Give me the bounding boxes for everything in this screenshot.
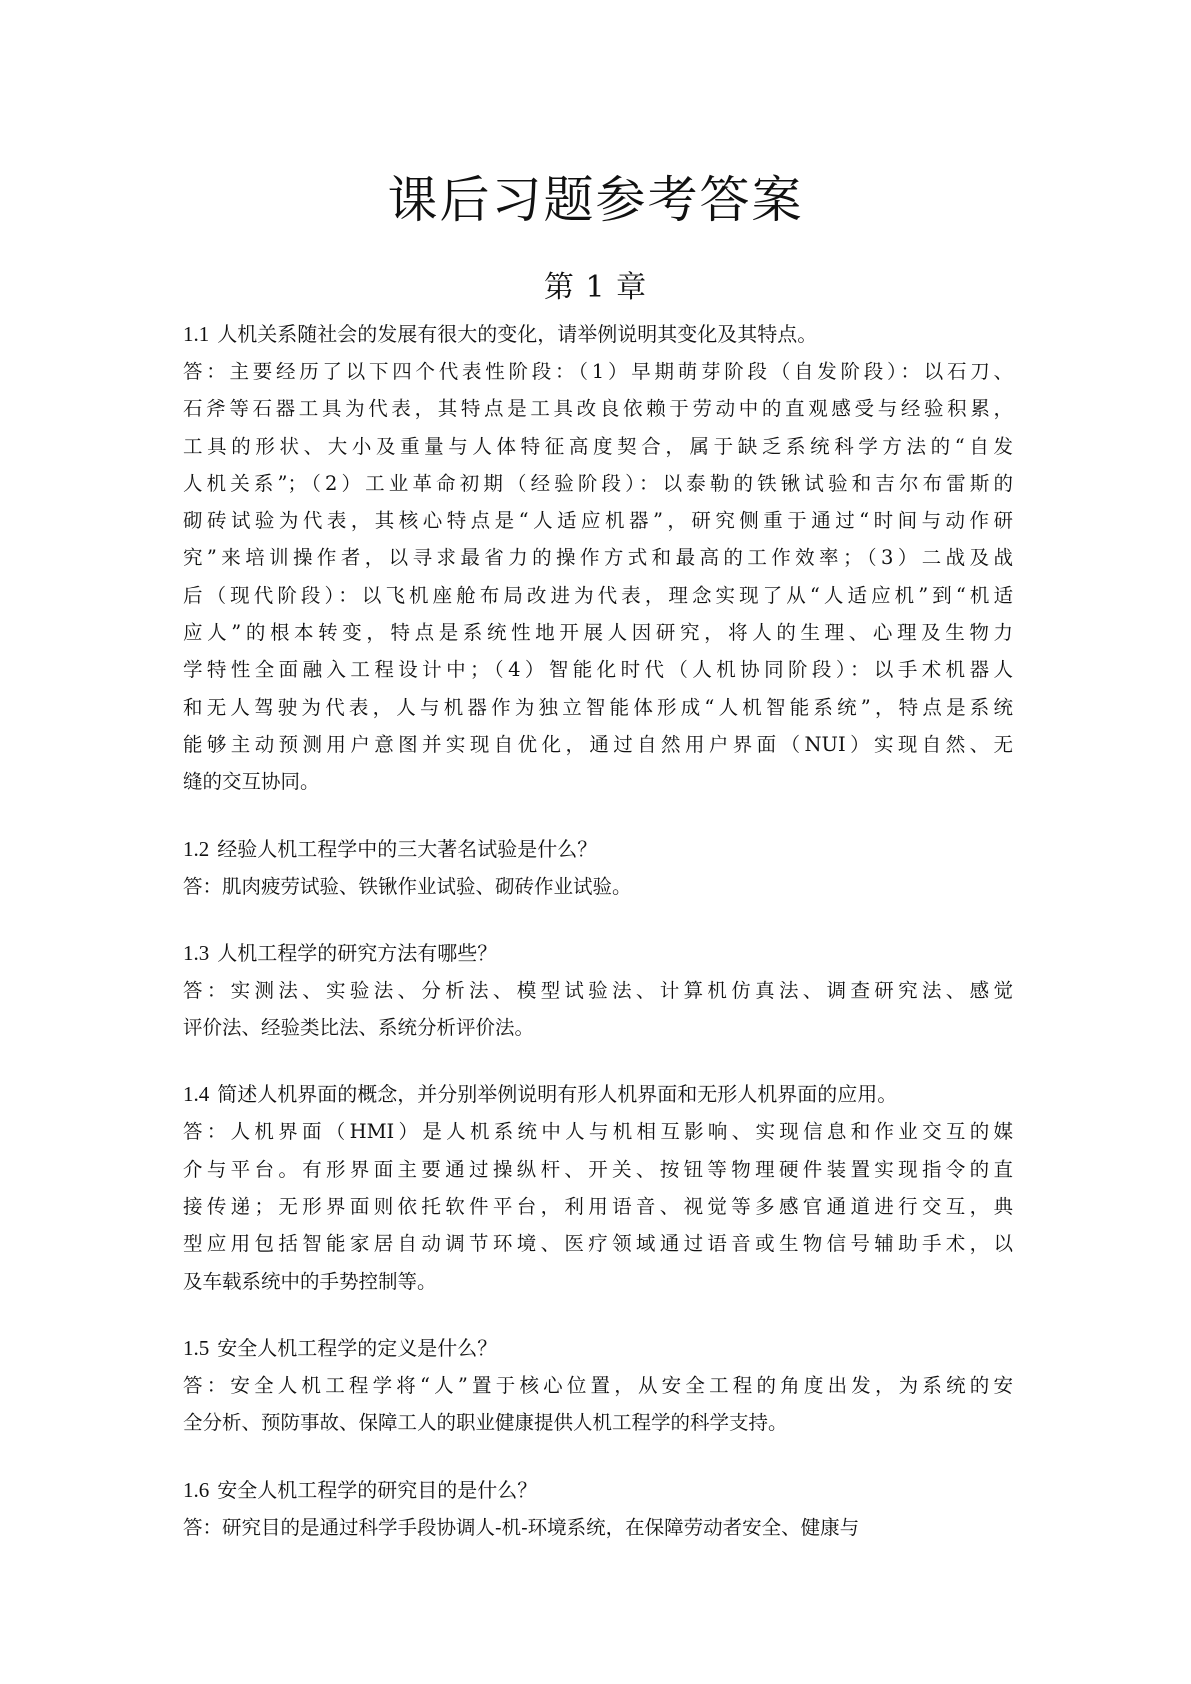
- answer-line: 全分析、预防事故、保障工人的职业健康提供人机工程学的科学支持。: [183, 1411, 788, 1435]
- question-number: 1.4: [183, 1082, 210, 1107]
- answer-line: 答：人机界面（HMI）是人机系统中人与机相互影响、实现信息和作业交互的媒: [183, 1120, 1013, 1144]
- answer-line: 应人”的根本转变，特点是系统性地开展人因研究，将人的生理、心理及生物力: [183, 621, 1013, 645]
- answer-text: [183, 868, 1013, 905]
- question-number: 1.1: [183, 322, 210, 346]
- answer-line: 缝的交互协同。: [183, 770, 320, 794]
- answer-line: 能够主动预测用户意图并实现自优化，通过自然用户界面（NUI）实现自然、无: [183, 732, 1013, 756]
- question-heading: [183, 935, 1013, 972]
- answer-line: 工具的形状、大小及重量与人体特征高度契合，属于缺乏系统科学方法的“自发: [183, 434, 1013, 458]
- question-number: 1.5: [183, 1335, 210, 1360]
- answer-line: 究”来培训操作者，以寻求最省力的操作方式和最高的工作效率；（3）二战及战: [183, 546, 1013, 570]
- answer-line: 答：研究目的是通过科学手段协调人-机-环境系统，在保障劳动者安全、健康与: [183, 1515, 860, 1539]
- document-title: 课后习题参考答案: [387, 171, 804, 229]
- question-block: [183, 316, 1013, 801]
- question-text: 安全人机工程学的定义是什么？: [217, 1335, 498, 1360]
- question-text: 安全人机工程学的研究目的是什么？: [217, 1477, 538, 1502]
- question-number: 1.3: [183, 940, 210, 965]
- answer-line: 和无人驾驶为代表，人与机器作为独立智能体形成“人机智能系统”，特点是系统: [183, 695, 1013, 719]
- chapter-heading: 第 1 章: [543, 270, 648, 305]
- question-text: 经验人机工程学中的三大著名试验是什么？: [217, 836, 598, 861]
- question-number: 1.2: [183, 836, 210, 861]
- answer-line: 学特性全面融入工程设计中；（4）智能化时代（人机协同阶段）：以手术机器人: [183, 658, 1013, 682]
- answer-line: 答：肌肉疲劳试验、铁锹作业试验、砌砖作业试验。: [183, 874, 632, 898]
- answer-text: [183, 972, 1013, 1047]
- question-text: 简述人机界面的概念，并分别举例说明有形人机界面和无形人机界面的应用。: [217, 1082, 898, 1107]
- answer-line: 介与平台。有形界面主要通过操纵杆、开关、按钮等物理硬件装置实现指令的直: [183, 1157, 1013, 1181]
- question-number: 1.6: [183, 1477, 210, 1502]
- answer-line: 答：实测法、实验法、分析法、模型试验法、计算机仿真法、调查研究法、感觉: [183, 978, 1013, 1002]
- question-block: [183, 1330, 1013, 1442]
- question-text: 人机关系随社会的发展有很大的变化，请举例说明其变化及其特点。: [217, 322, 818, 346]
- answer-line: 及车载系统中的手势控制等。: [183, 1269, 437, 1293]
- questions-list: [183, 316, 1013, 1576]
- question-heading: [183, 316, 1013, 353]
- answer-line: 评价法、经验类比法、系统分析评价法。: [183, 1016, 535, 1040]
- answer-line: 后（现代阶段）：以飞机座舱布局改进为代表，理念实现了从“人适应机”到“机适: [183, 583, 1013, 607]
- answer-text: [183, 353, 1013, 801]
- question-block: [183, 1472, 1013, 1546]
- question-heading: [183, 1472, 1013, 1509]
- question-block: [183, 935, 1013, 1047]
- question-heading: [183, 1076, 1013, 1113]
- answer-text: [183, 1367, 1013, 1442]
- answer-line: 型应用包括智能家居自动调节环境、医疗领域通过语音或生物信号辅助手术，以: [183, 1232, 1013, 1256]
- answer-line: 石斧等石器工具为代表，其特点是工具改良依赖于劳动中的直观感受与经验积累，: [183, 397, 1013, 421]
- answer-line: 砌砖试验为代表，其核心特点是“人适应机器”，研究侧重于通过“时间与动作研: [183, 509, 1013, 533]
- question-block: [183, 1076, 1013, 1299]
- answer-line: 答：主要经历了以下四个代表性阶段：（1）早期萌芽阶段（自发阶段）：以石刀、: [183, 360, 1013, 383]
- question-block: [183, 831, 1013, 905]
- answer-line: 答：安全人机工程学将“人”置于核心位置，从安全工程的角度出发，为系统的安: [183, 1373, 1013, 1397]
- answer-text: [183, 1113, 1013, 1299]
- answer-line: 人机关系”；（2）工业革命初期（经验阶段）：以泰勒的铁锹试验和吉尔布雷斯的: [183, 471, 1013, 495]
- question-heading: [183, 1330, 1013, 1367]
- answer-line: 接传递；无形界面则依托软件平台，利用语音、视觉等多感官通道进行交互，典: [183, 1195, 1013, 1219]
- question-heading: [183, 831, 1013, 868]
- question-text: 人机工程学的研究方法有哪些？: [217, 940, 498, 965]
- answer-text: [183, 1509, 1013, 1546]
